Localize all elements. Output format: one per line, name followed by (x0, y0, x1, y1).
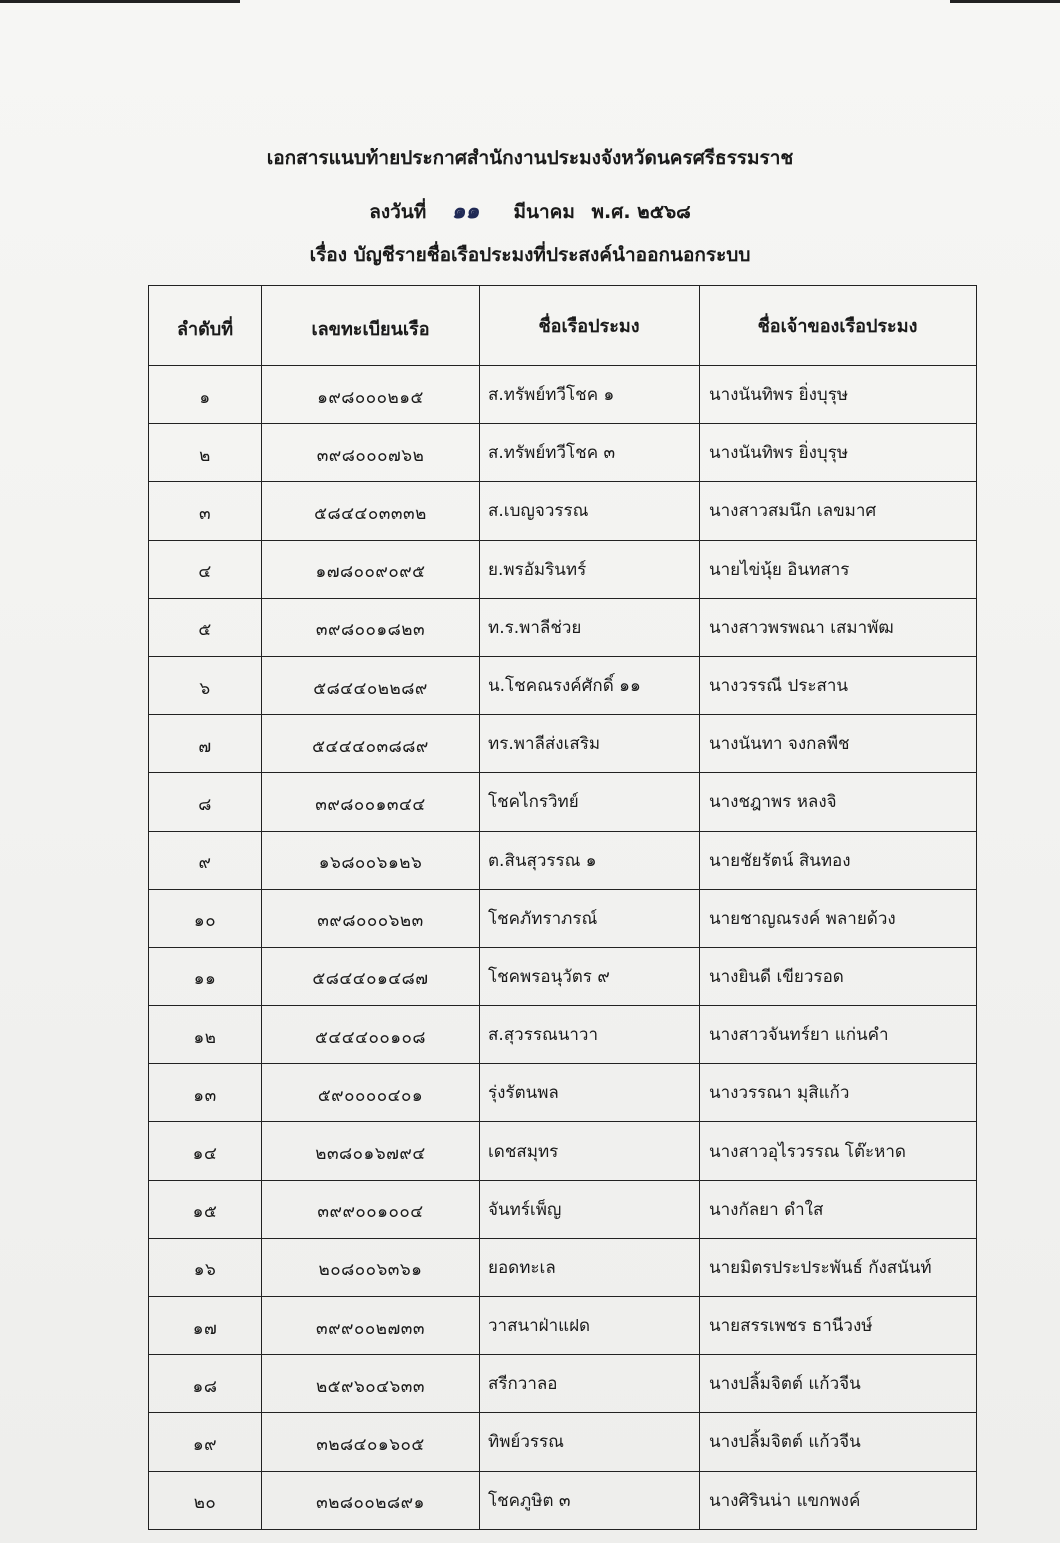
row-registration: ๑๗๘๐๐๙๐๙๕ (262, 540, 480, 598)
row-order: ๔ (149, 540, 262, 598)
row-boat-name: จันทร์เพ็ญ (480, 1180, 700, 1238)
row-owner: นายไข่นุ้ย อินทสาร (700, 540, 977, 598)
document-subject: เรื่อง บัญชีรายชื่อเรือประมงที่ประสงค์นำออกนอกระบบ (309, 244, 751, 266)
table-row (149, 1471, 977, 1529)
row-registration: ๓๙๙๐๐๒๗๓๓ (262, 1297, 480, 1355)
row-registration: ๒๐๘๐๐๖๓๖๑ (262, 1238, 480, 1296)
row-order: ๖ (149, 656, 262, 714)
column-header-order: ลำดับที่ (149, 286, 262, 366)
document-date (0, 193, 1060, 228)
table-row (149, 947, 977, 1005)
row-order: ๓ (149, 482, 262, 540)
row-order: ๑๙ (149, 1413, 262, 1471)
row-boat-name: ทร.พาลีส่งเสริม (480, 715, 700, 773)
row-boat-name: โชคไกรวิทย์ (480, 773, 700, 831)
row-owner: นางสาวสมนึก เลขมาศ (700, 482, 977, 540)
document-title: เอกสารแนบท้ายประกาศสำนักงานประมงจังหวัดนครศรีธรรมราช (266, 147, 794, 169)
row-owner: นายชัยรัตน์ สินทอง (700, 831, 977, 889)
row-registration: ๕๙๐๐๐๐๔๐๑ (262, 1064, 480, 1122)
row-registration: ๓๙๘๐๐๑๓๔๔ (262, 773, 480, 831)
row-registration: ๕๘๔๔๐๒๒๘๙ (262, 656, 480, 714)
date-prefix: ลงวันที่ (369, 201, 427, 223)
row-boat-name: ส.ทรัพย์ทวีโชค ๑ (480, 366, 700, 424)
row-owner: นางสาวอุไรวรรณ โต๊ะหาด (700, 1122, 977, 1180)
row-registration: ๕๔๔๔๐๐๑๐๘ (262, 1006, 480, 1064)
row-registration: ๒๕๙๖๐๔๖๓๓ (262, 1355, 480, 1413)
row-boat-name: ท.ร.พาลีช่วย (480, 598, 700, 656)
table-row (149, 1355, 977, 1413)
row-registration: ๓๙๙๐๐๑๐๐๔ (262, 1180, 480, 1238)
row-boat-name: โชคภัทราภรณ์ (480, 889, 700, 947)
row-boat-name: เดชสมุทร (480, 1122, 700, 1180)
row-order: ๒ (149, 424, 262, 482)
date-day-handwritten: ๑๑ (451, 198, 483, 224)
table-header-row (149, 286, 977, 366)
scan-edge-left (0, 0, 240, 3)
row-owner: นางยินดี เขียวรอด (700, 947, 977, 1005)
row-owner: นางนันทิพร ยิ่งบุรุษ (700, 424, 977, 482)
table-row (149, 598, 977, 656)
table-row (149, 1180, 977, 1238)
column-header-owner: ชื่อเจ้าของเรือประมง (700, 286, 977, 366)
table-row (149, 424, 977, 482)
row-owner: นางสาวจันทร์ยา แก่นคำ (700, 1006, 977, 1064)
row-owner: นายสรรเพชร ธานีวงษ์ (700, 1297, 977, 1355)
row-boat-name: โชคพรอนุวัตร ๙ (480, 947, 700, 1005)
row-owner: นายมิตรประประพันธ์ กังสนันท์ (700, 1238, 977, 1296)
row-boat-name: ส.ทรัพย์ทวีโชค ๓ (480, 424, 700, 482)
row-boat-name: ต.สินสุวรรณ ๑ (480, 831, 700, 889)
row-owner: นางศิรินน่า แขกพงค์ (700, 1471, 977, 1529)
table-row (149, 656, 977, 714)
table-row (149, 1006, 977, 1064)
row-boat-name: วาสนาฝ่าแฝด (480, 1297, 700, 1355)
row-order: ๑๗ (149, 1297, 262, 1355)
date-year: พ.ศ. ๒๕๖๘ (591, 201, 691, 223)
row-order: ๙ (149, 831, 262, 889)
row-registration: ๓๙๘๐๐๐๗๖๒ (262, 424, 480, 482)
row-boat-name: ยอดทะเล (480, 1238, 700, 1296)
table-row (149, 1064, 977, 1122)
table-row (149, 1297, 977, 1355)
row-order: ๑๓ (149, 1064, 262, 1122)
row-registration: ๕๔๔๔๐๓๘๘๙ (262, 715, 480, 773)
row-owner: นางชฎาพร หลงจิ (700, 773, 977, 831)
row-order: ๑๔ (149, 1122, 262, 1180)
table-row (149, 889, 977, 947)
date-month: มีนาคม (513, 201, 575, 223)
row-registration: ๓๒๘๐๐๒๘๙๑ (262, 1471, 480, 1529)
row-owner: นายชาญณรงค์ พลายด้วง (700, 889, 977, 947)
row-order: ๑๕ (149, 1180, 262, 1238)
table-row (149, 540, 977, 598)
row-order: ๕ (149, 598, 262, 656)
row-owner: นางสาวพรพณา เสมาพัฒ (700, 598, 977, 656)
row-registration: ๑๙๘๐๐๐๒๑๕ (262, 366, 480, 424)
row-boat-name: โชคภูษิต ๓ (480, 1471, 700, 1529)
row-order: ๒๐ (149, 1471, 262, 1529)
row-registration: ๓๙๘๐๐๑๘๒๓ (262, 598, 480, 656)
scan-edge-right (950, 0, 1060, 3)
table-row (149, 482, 977, 540)
row-registration: ๓๒๘๔๐๑๖๐๕ (262, 1413, 480, 1471)
row-boat-name: รุ่งรัตนพล (480, 1064, 700, 1122)
row-order: ๘ (149, 773, 262, 831)
row-owner: นางวรรณี ประสาน (700, 656, 977, 714)
row-boat-name: ส.สุวรรณนาวา (480, 1006, 700, 1064)
row-order: ๑๖ (149, 1238, 262, 1296)
row-registration: ๑๖๘๐๐๖๑๒๖ (262, 831, 480, 889)
table-row (149, 1122, 977, 1180)
row-registration: ๕๘๔๔๐๑๔๘๗ (262, 947, 480, 1005)
row-boat-name: ส.เบญจวรรณ (480, 482, 700, 540)
column-header-boat-name: ชื่อเรือประมง (480, 286, 700, 366)
row-order: ๑๒ (149, 1006, 262, 1064)
row-boat-name: สรีกวาลอ (480, 1355, 700, 1413)
boat-list-table (148, 285, 977, 1530)
table-row (149, 1238, 977, 1296)
row-registration: ๕๘๔๔๐๓๓๓๒ (262, 482, 480, 540)
row-order: ๑ (149, 366, 262, 424)
row-owner: นางนันทิพร ยิ่งบุรุษ (700, 366, 977, 424)
row-owner: นางปลิ้มจิตต์ แก้วจีน (700, 1355, 977, 1413)
row-registration: ๓๙๘๐๐๐๖๒๓ (262, 889, 480, 947)
row-boat-name: ย.พรอัมรินทร์ (480, 540, 700, 598)
row-registration: ๒๓๘๐๑๖๗๙๔ (262, 1122, 480, 1180)
row-order: ๑๘ (149, 1355, 262, 1413)
table-row (149, 773, 977, 831)
row-owner: นางนันทา จงกลพืช (700, 715, 977, 773)
column-header-registration: เลขทะเบียนเรือ (262, 286, 480, 366)
row-owner: นางวรรณา มุสิแก้ว (700, 1064, 977, 1122)
row-boat-name: น.โชคณรงค์ศักดิ์ ๑๑ (480, 656, 700, 714)
row-order: ๑๐ (149, 889, 262, 947)
row-owner: นางกัลยา ดำใส (700, 1180, 977, 1238)
row-order: ๗ (149, 715, 262, 773)
table-row (149, 831, 977, 889)
table-row (149, 1413, 977, 1471)
row-order: ๑๑ (149, 947, 262, 1005)
row-boat-name: ทิพย์วรรณ (480, 1413, 700, 1471)
row-owner: นางปลิ้มจิตต์ แก้วจีน (700, 1413, 977, 1471)
table-row (149, 715, 977, 773)
table-row (149, 366, 977, 424)
